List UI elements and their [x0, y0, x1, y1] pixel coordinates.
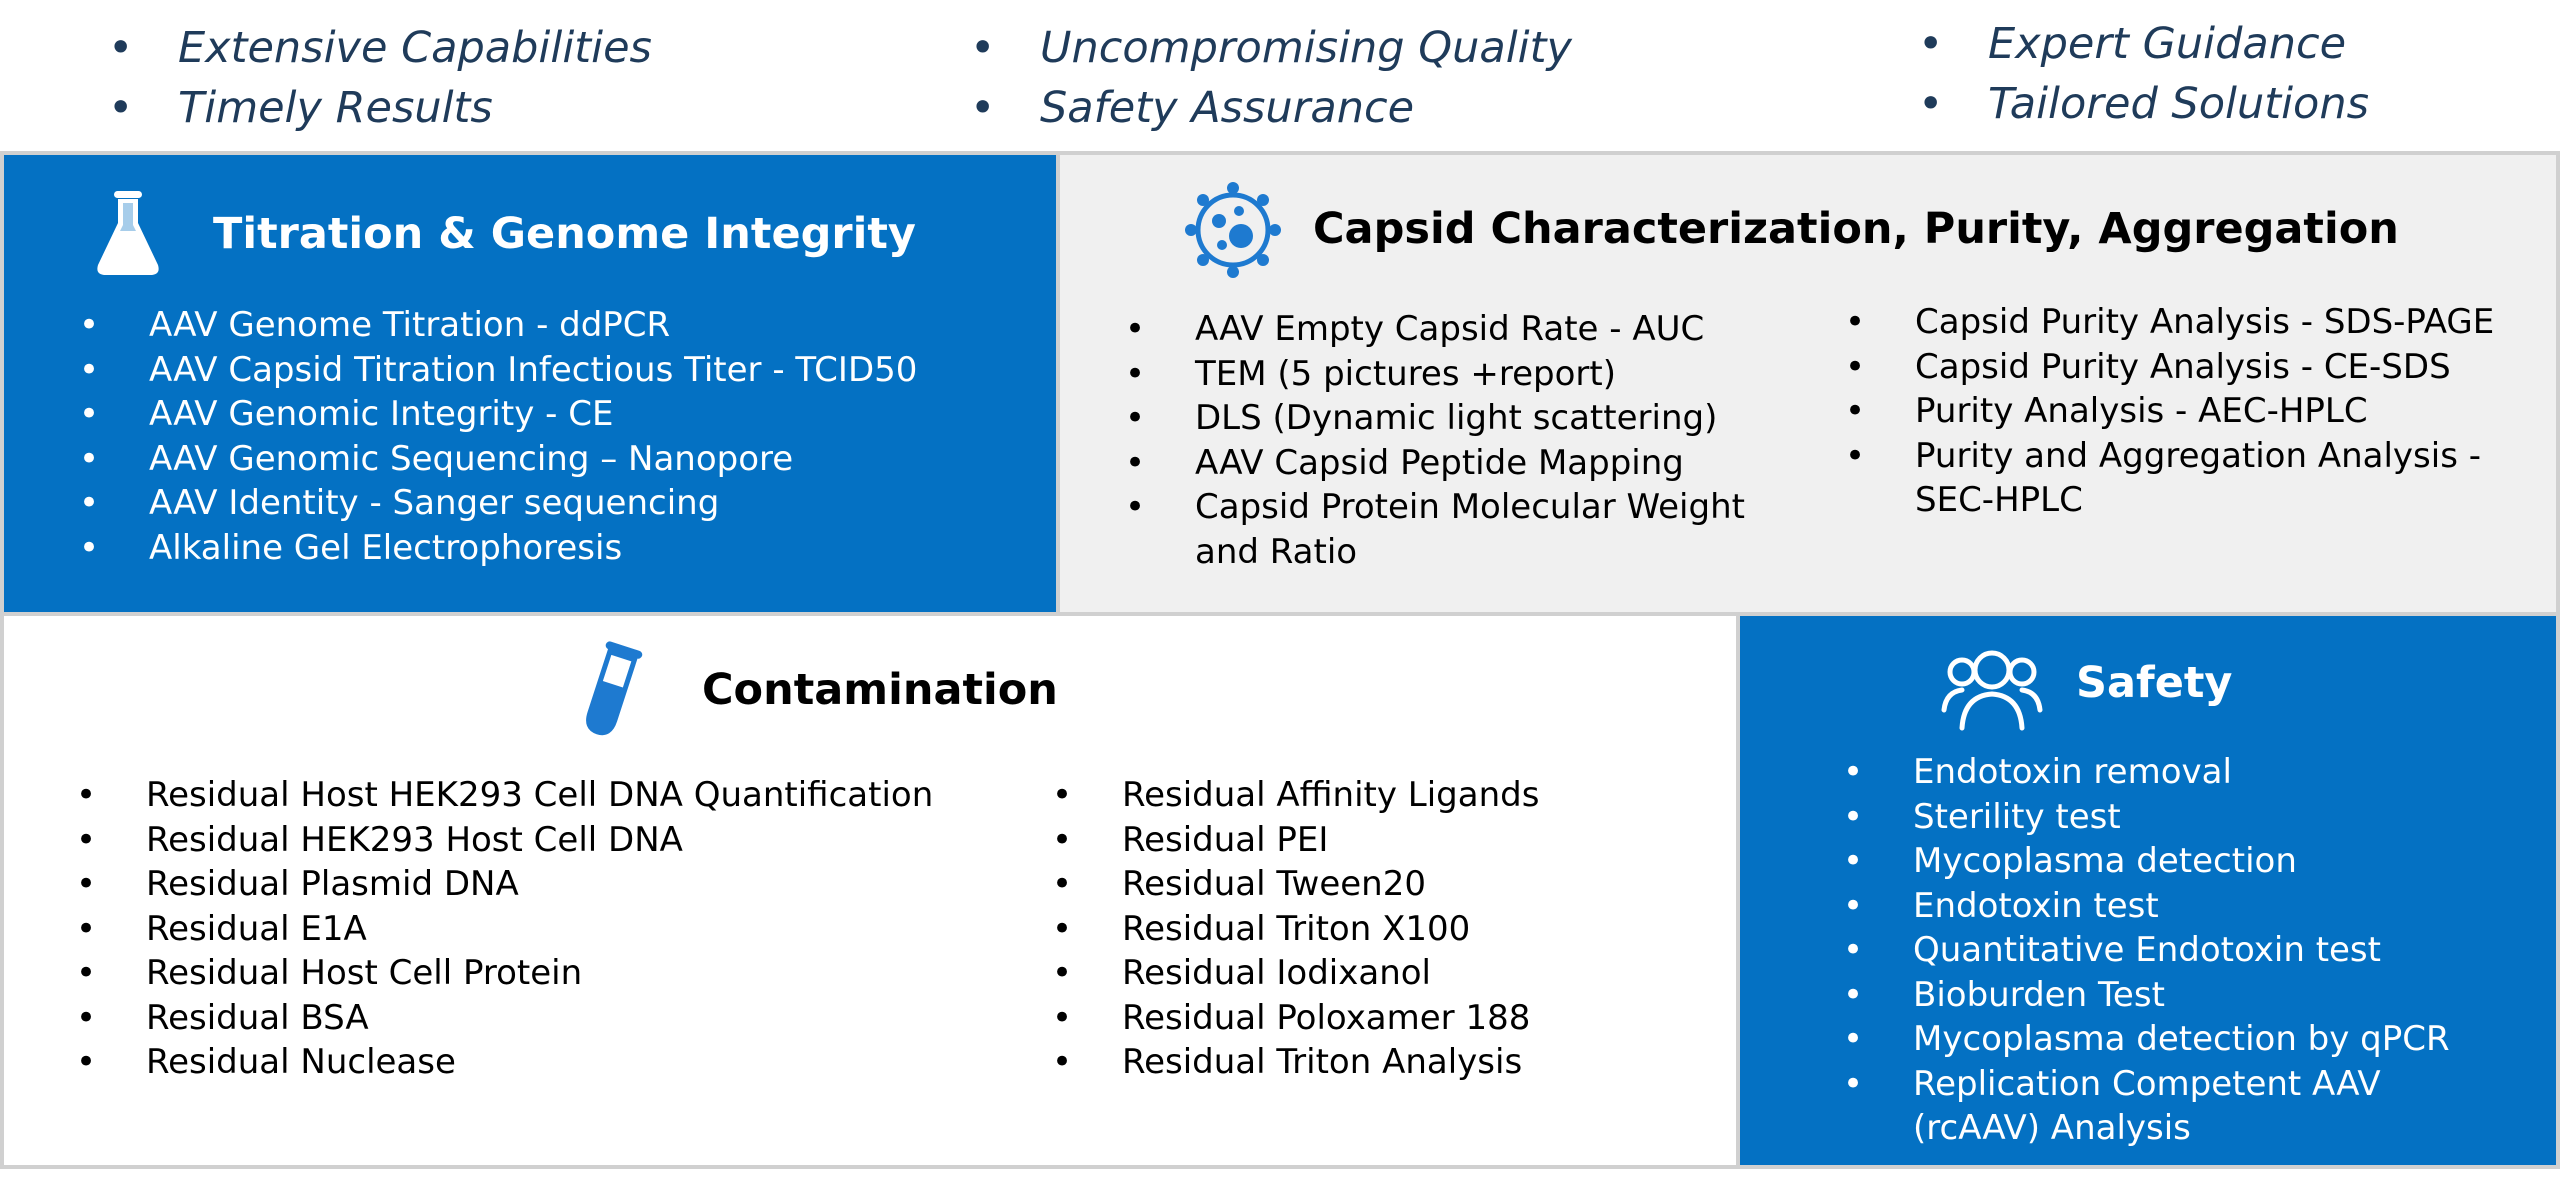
titration-title: Titration & Genome Integrity	[213, 209, 916, 259]
list-item: • Residual E1A	[146, 907, 933, 952]
list-item: • Residual Iodixanol	[1122, 951, 1539, 996]
list-item: • Residual Host HEK293 Cell DNA Quantification	[146, 773, 933, 818]
highlights-bar	[0, 0, 2560, 152]
list-item: • Residual BSA	[146, 996, 933, 1041]
list-item: • Sterility test	[1913, 795, 2513, 840]
list-item: • Residual HEK293 Host Cell DNA	[146, 818, 933, 863]
list-item: • AAV Genomic Integrity - CE	[149, 392, 917, 437]
list-item: • Residual Tween20	[1122, 862, 1539, 907]
list-item: • AAV Genomic Sequencing – Nanopore	[149, 437, 917, 482]
capsid-title: Capsid Characterization, Purity, Aggregation	[1313, 204, 2399, 254]
list-item: • Mycoplasma detection by qPCR	[1913, 1017, 2513, 1062]
highlights-column-3	[1988, 14, 2369, 134]
list-item: • AAV Capsid Titration Infectious Titer - TCID50	[149, 348, 917, 393]
titration-list	[149, 303, 917, 570]
list-item: • AAV Identity - Sanger sequencing	[149, 481, 917, 526]
list-item: • Endotoxin removal	[1913, 750, 2513, 795]
capsid-list-left	[1195, 307, 1785, 574]
highlight-item: • Expert Guidance	[1988, 14, 2369, 74]
safety-panel	[1740, 616, 2556, 1165]
list-item: • Residual Poloxamer 188	[1122, 996, 1539, 1041]
list-item: • Residual Affinity Ligands	[1122, 773, 1539, 818]
titration-panel	[4, 155, 1056, 612]
highlights-column-2	[1040, 18, 1572, 138]
list-item: • Mycoplasma detection	[1913, 839, 2513, 884]
list-item: • Residual PEI	[1122, 818, 1539, 863]
flask-icon	[94, 189, 162, 284]
list-item: • Capsid Purity Analysis - CE-SDS	[1915, 345, 2515, 390]
capsid-panel	[1060, 155, 2556, 612]
highlight-item: • Timely Results	[178, 78, 652, 138]
capsid-list-right	[1915, 300, 2515, 523]
list-item: • DLS (Dynamic light scattering)	[1195, 396, 1785, 441]
contamination-list-right	[1122, 773, 1539, 1085]
safety-title: Safety	[2076, 658, 2233, 708]
list-item: • TEM (5 pictures +report)	[1195, 352, 1785, 397]
highlight-item: • Tailored Solutions	[1988, 74, 2369, 134]
list-item: • Bioburden Test	[1913, 973, 2513, 1018]
safety-list	[1913, 750, 2513, 1151]
highlights-column-1	[178, 18, 652, 138]
list-item: • Purity and Aggregation Analysis - SEC-HPLC	[1915, 434, 2515, 523]
highlight-item: • Uncompromising Quality	[1040, 18, 1572, 78]
list-item: • AAV Genome Titration - ddPCR	[149, 303, 917, 348]
list-item: • Residual Triton X100	[1122, 907, 1539, 952]
list-item: • Residual Nuclease	[146, 1040, 933, 1085]
list-item: • Purity Analysis - AEC-HPLC	[1915, 389, 2515, 434]
list-item: • Residual Plasmid DNA	[146, 862, 933, 907]
people-group-icon	[1940, 648, 2044, 737]
list-item: • AAV Empty Capsid Rate - AUC	[1195, 307, 1785, 352]
highlight-item: • Extensive Capabilities	[178, 18, 652, 78]
list-item: • Capsid Protein Molecular Weight and Ratio	[1195, 485, 1785, 574]
list-item: • Quantitative Endotoxin test	[1913, 928, 2513, 973]
highlight-item: • Safety Assurance	[1040, 78, 1572, 138]
list-item: • Residual Host Cell Protein	[146, 951, 933, 996]
list-item: • Replication Competent AAV (rcAAV) Analysis	[1913, 1062, 2513, 1151]
list-item: • Residual Triton Analysis	[1122, 1040, 1539, 1085]
list-item: • Endotoxin test	[1913, 884, 2513, 929]
list-item: • Capsid Purity Analysis - SDS-PAGE	[1915, 300, 2515, 345]
list-item: • AAV Capsid Peptide Mapping	[1195, 441, 1785, 486]
contamination-panel	[4, 616, 1736, 1165]
list-item: • Alkaline Gel Electrophoresis	[149, 526, 917, 571]
contamination-list-left	[146, 773, 933, 1085]
contamination-title: Contamination	[702, 665, 1058, 715]
test-tube-icon	[576, 640, 646, 745]
virus-capsid-icon	[1184, 181, 1282, 284]
